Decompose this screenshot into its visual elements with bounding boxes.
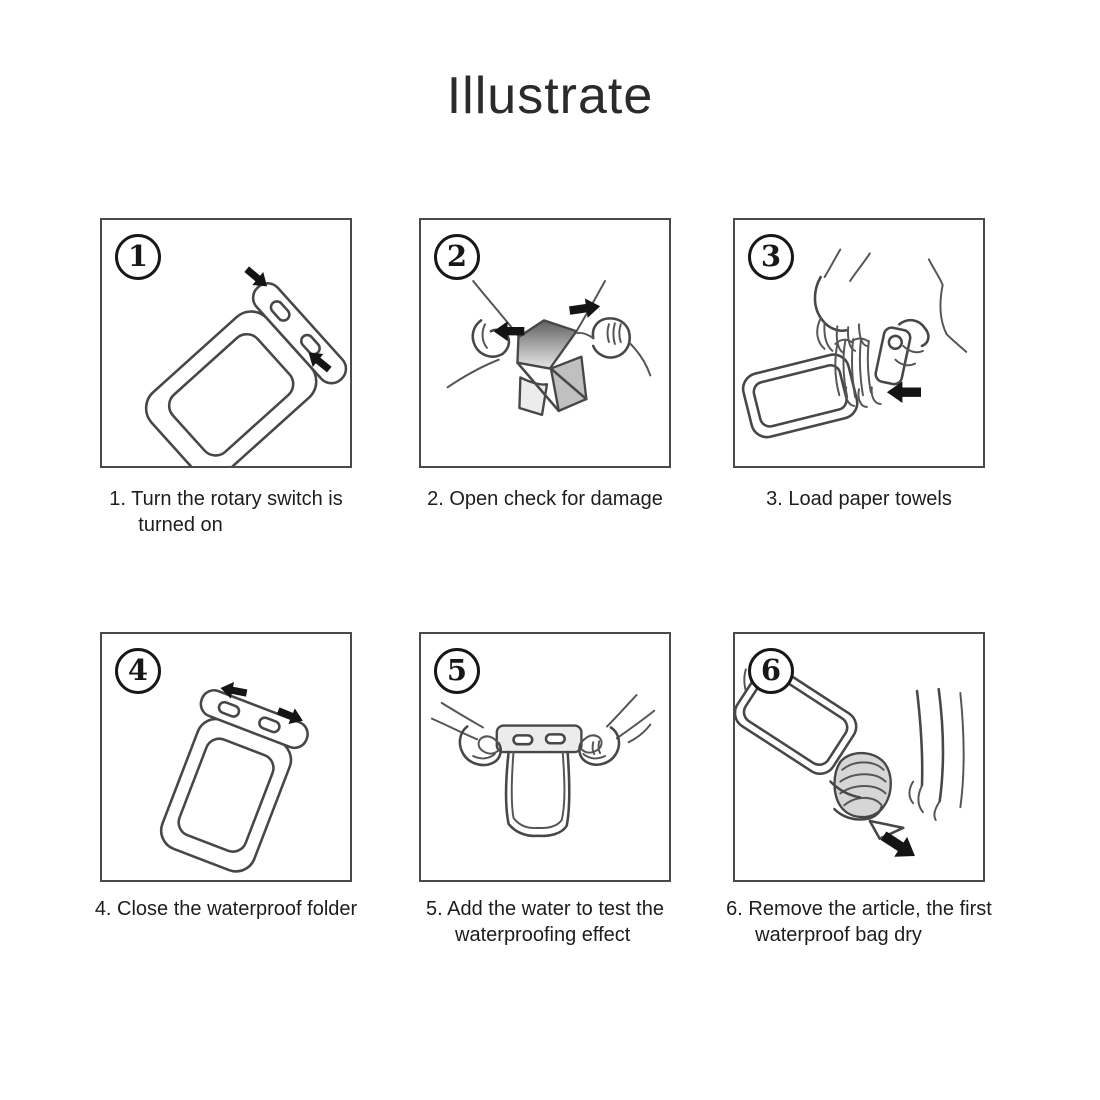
step-3-panel [733,218,985,468]
step-2-panel [419,218,671,468]
step-4-number: 4 [127,652,149,687]
step-3-number: 3 [760,238,782,273]
closure-bar-drawing [497,726,582,753]
step-4-caption-line-1: 4. Close the waterproof folder [94,898,358,920]
step-3-caption-line-1: 3. Load paper towels [766,488,952,510]
step-1-number: 1 [127,238,149,273]
waterproof-pouch-drawing [740,351,861,440]
step-5-number-badge [434,648,480,694]
step-6-panel [733,632,985,882]
closure-bar-drawing [874,326,911,385]
step-1-caption-line-1: 1. Turn the rotary switch is [109,488,343,510]
step-2-caption [395,486,695,512]
step-6-caption-line-2: waterproof bag dry [755,924,922,946]
right-hand-drawing [577,318,650,375]
bag-body-drawing [506,752,569,836]
step-1-panel [100,218,352,468]
left-hand-drawing [432,703,501,765]
step-5-caption-line-1: 5. Add the water to test the [426,898,664,920]
step-1-number-badge [115,234,161,280]
step-4-caption [76,896,376,922]
step-3-caption [709,486,1009,512]
step-6-number-badge [748,648,794,694]
waterproof-pouch-drawing [132,278,350,466]
step-3-number-badge [748,234,794,280]
step-2-caption-line-1: 2. Open check for damage [427,488,663,510]
right-hand-drawing [895,259,966,365]
step-4-panel [100,632,352,882]
step-6-caption [709,896,1009,948]
step-5-panel [419,632,671,882]
step-5-caption [395,896,695,948]
page-title: Illustrate [446,67,654,125]
step-1-caption [76,486,376,538]
step-2-number-badge [434,234,480,280]
bag-front-flap [519,377,547,414]
step-5-number: 5 [446,652,468,687]
top-hand-drawing [815,250,870,353]
step-4-number-badge [115,648,161,694]
right-hand-drawing [909,689,963,820]
right-hand-drawing [579,695,654,765]
step-1-caption-line-2: turned on [138,514,223,536]
step-6-number: 6 [760,652,782,687]
step-5-caption-line-2: waterproofing effect [455,924,631,946]
step-2-number: 2 [446,238,468,273]
step-6-caption-line-1: 6. Remove the article, the first [726,898,992,920]
